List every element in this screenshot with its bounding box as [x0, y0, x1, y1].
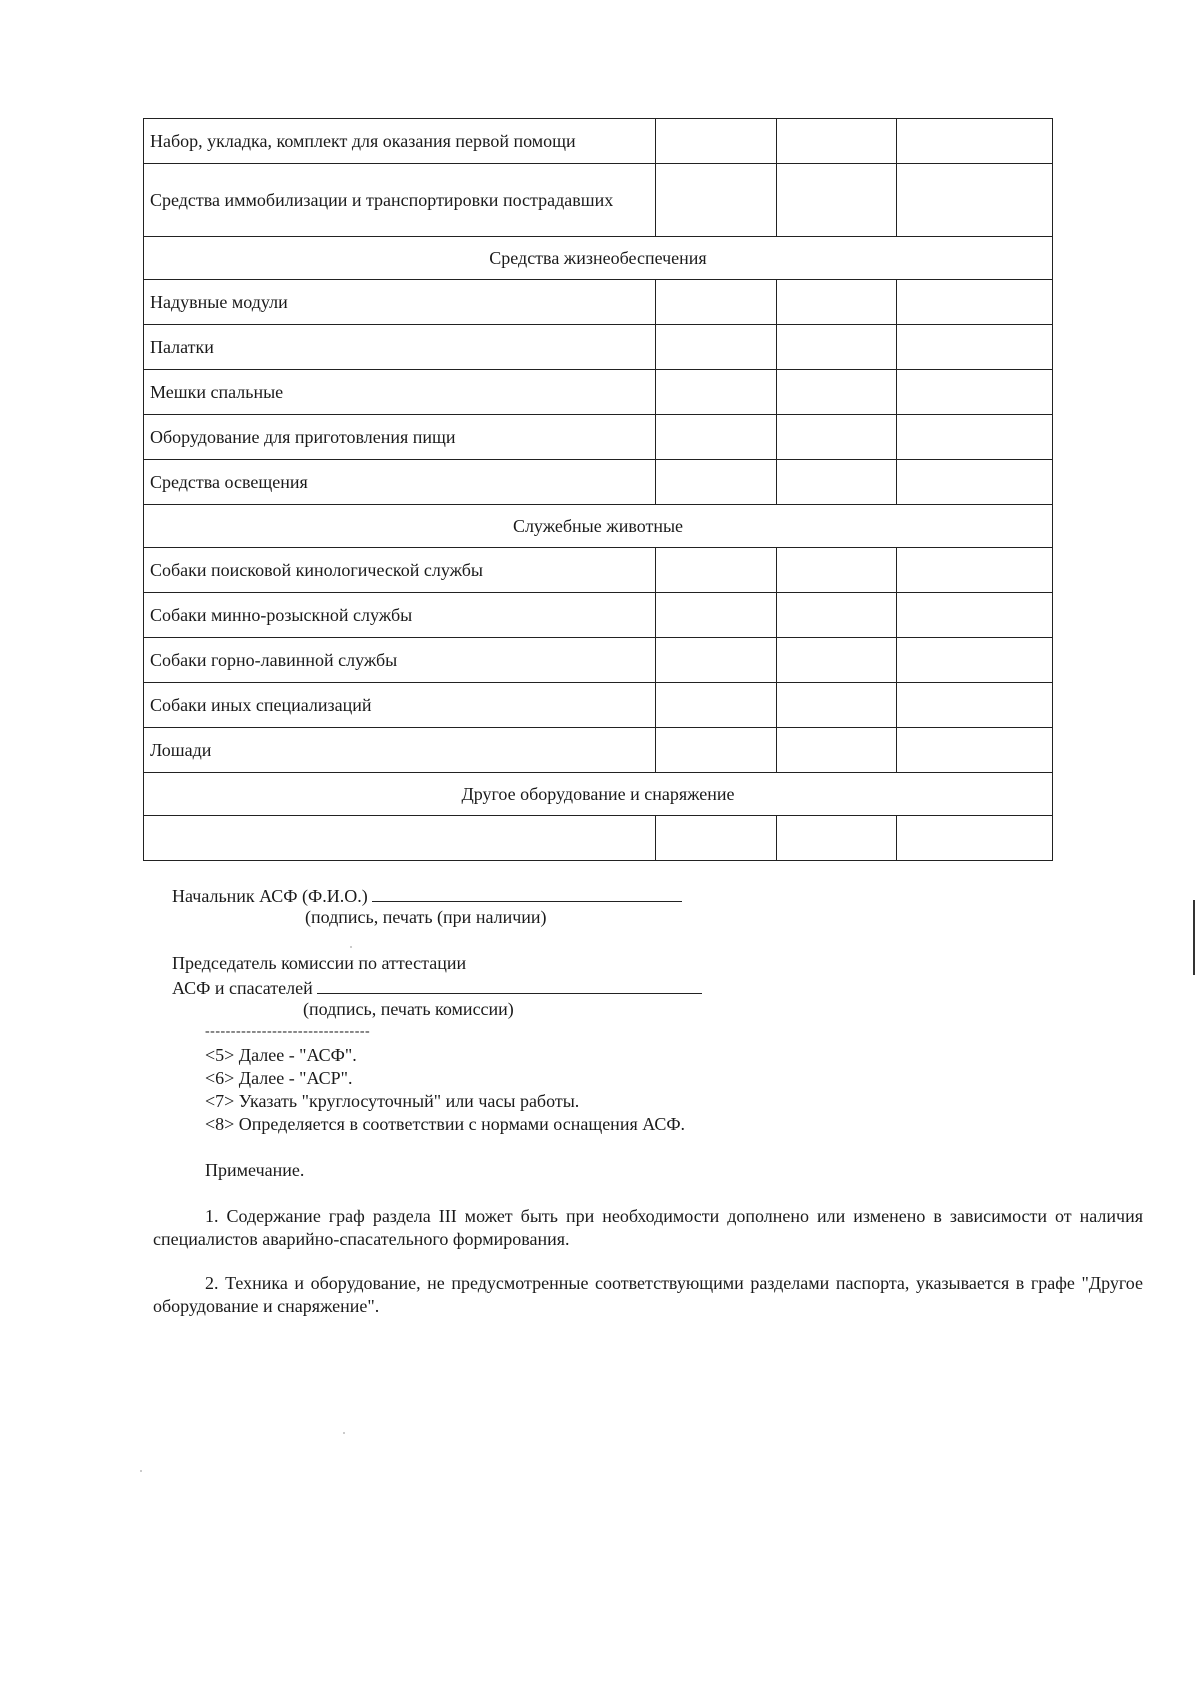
- chair-signature-underline: [317, 975, 702, 994]
- empty-value-cell: [777, 370, 897, 415]
- empty-value-cell: [777, 460, 897, 505]
- footnote: <6> Далее - "АСР".: [205, 1068, 353, 1088]
- empty-value-cell: [777, 728, 897, 773]
- item-name-cell: [144, 638, 656, 683]
- empty-value-cell: [777, 593, 897, 638]
- section-header: Служебные животные: [144, 505, 1053, 548]
- item-name-cell: [144, 460, 656, 505]
- item-name: Мешки спальные: [150, 382, 284, 402]
- section-header-row: [144, 773, 1053, 816]
- item-name: Средства иммобилизации и транспортировки пострадавших: [150, 190, 614, 210]
- scan-margin-mark: [1193, 900, 1195, 975]
- item-name-cell: [144, 728, 656, 773]
- item-name: Надувные модули: [150, 292, 288, 312]
- footnote: <8> Определяется в соответствии с нормами оснащения АСФ.: [205, 1114, 686, 1134]
- table-row: [144, 119, 1053, 164]
- chair-signature-line: [172, 975, 702, 1000]
- item-name-cell: [144, 415, 656, 460]
- item-name-cell: [144, 370, 656, 415]
- empty-value-cell: [897, 593, 1053, 638]
- table-row: [144, 280, 1053, 325]
- chief-signature-line: [172, 883, 682, 908]
- table-row: [144, 460, 1053, 505]
- table-row: [144, 415, 1053, 460]
- chief-label: Начальник АСФ (Ф.И.О.): [172, 886, 368, 906]
- empty-value-cell: [897, 728, 1053, 773]
- empty-value-cell: [656, 280, 777, 325]
- section-header-row: [144, 237, 1053, 280]
- section-header-row: [144, 505, 1053, 548]
- empty-value-cell: [897, 548, 1053, 593]
- empty-value-cell: [656, 370, 777, 415]
- chief-signature-caption: (подпись, печать (при наличии): [305, 907, 547, 927]
- table-row: [144, 548, 1053, 593]
- empty-value-cell: [897, 325, 1053, 370]
- empty-value-cell: [656, 460, 777, 505]
- empty-value-cell: [777, 683, 897, 728]
- item-name: Собаки поисковой кинологической службы: [150, 560, 484, 580]
- item-name: Оборудование для приготовления пищи: [150, 427, 456, 447]
- empty-value-cell: [656, 119, 777, 164]
- scan-speck: [343, 1432, 345, 1434]
- empty-value-cell: [656, 415, 777, 460]
- table-row: [144, 638, 1053, 683]
- item-name: Лошади: [150, 740, 212, 760]
- empty-value-cell: [897, 415, 1053, 460]
- empty-value-cell: [777, 280, 897, 325]
- empty-value-cell: [656, 728, 777, 773]
- empty-value-cell: [656, 683, 777, 728]
- empty-value-cell: [777, 548, 897, 593]
- empty-value-cell: [777, 119, 897, 164]
- empty-value-cell: [656, 548, 777, 593]
- empty-value-cell: [777, 164, 897, 237]
- empty-value-cell: [777, 415, 897, 460]
- empty-value-cell: [656, 325, 777, 370]
- equipment-table: [143, 118, 1053, 861]
- item-name-cell: [144, 683, 656, 728]
- footnotes-list: [205, 1044, 685, 1136]
- empty-value-cell: [777, 638, 897, 683]
- table-row: [144, 164, 1053, 237]
- scan-speck: [140, 1470, 142, 1472]
- table-row: [144, 683, 1053, 728]
- item-name-cell: [144, 325, 656, 370]
- empty-value-cell: [897, 460, 1053, 505]
- section-header: Средства жизнеобеспечения: [144, 237, 1053, 280]
- item-name: Набор, укладка, комплект для оказания первой помощи: [150, 131, 576, 151]
- item-name: Собаки горно-лавинной службы: [150, 650, 398, 670]
- note-paragraph-2: 2. Техника и оборудование, не предусмотренные соответствующими разделами паспорта, указывается в графе "Другое оборудование и снаряжение".: [153, 1273, 1143, 1316]
- item-name-cell: [144, 164, 656, 237]
- table-row: [144, 593, 1053, 638]
- empty-value-cell: [656, 593, 777, 638]
- chair-signature-caption: (подпись, печать комиссии): [303, 999, 514, 1019]
- table-row: [144, 728, 1053, 773]
- empty-value-cell: [897, 119, 1053, 164]
- empty-value-cell: [897, 683, 1053, 728]
- item-name: Средства освещения: [150, 472, 308, 492]
- item-name-cell: [144, 280, 656, 325]
- empty-value-cell: [897, 370, 1053, 415]
- item-name-cell: [144, 593, 656, 638]
- empty-value-cell: [777, 325, 897, 370]
- empty-value-cell: [897, 816, 1053, 861]
- empty-value-cell: [656, 164, 777, 237]
- chief-signature-underline: [372, 883, 682, 902]
- footnote-separator: --------------------------------: [205, 1024, 371, 1039]
- footnote: <7> Указать "круглосуточный" или часы работы.: [205, 1091, 580, 1111]
- footnote: <5> Далее - "АСФ".: [205, 1045, 357, 1065]
- table-row: [144, 816, 1053, 861]
- chair-label: АСФ и спасателей: [172, 978, 313, 998]
- note-title: Примечание.: [205, 1160, 305, 1180]
- note-paragraph-1: 1. Содержание граф раздела III может быть при необходимости дополнено или изменено в зависимости от наличия специалистов аварийно-спасательного формирования.: [153, 1206, 1143, 1249]
- equipment-table-body: [144, 119, 1053, 861]
- empty-value-cell: [777, 816, 897, 861]
- item-name: Палатки: [150, 337, 214, 357]
- section-header: Другое оборудование и снаряжение: [144, 773, 1053, 816]
- empty-value-cell: [656, 816, 777, 861]
- item-name: Собаки иных специализаций: [150, 695, 372, 715]
- item-name-cell: [144, 119, 656, 164]
- empty-value-cell: [897, 280, 1053, 325]
- empty-value-cell: [897, 164, 1053, 237]
- item-name-cell: [144, 548, 656, 593]
- chair-title-line1: Председатель комиссии по аттестации: [172, 953, 467, 973]
- scan-speck: [350, 946, 352, 948]
- empty-value-cell: [656, 638, 777, 683]
- item-name: Собаки минно-розыскной службы: [150, 605, 413, 625]
- table-row: [144, 370, 1053, 415]
- item-name-cell: [144, 816, 656, 861]
- empty-value-cell: [897, 638, 1053, 683]
- table-row: [144, 325, 1053, 370]
